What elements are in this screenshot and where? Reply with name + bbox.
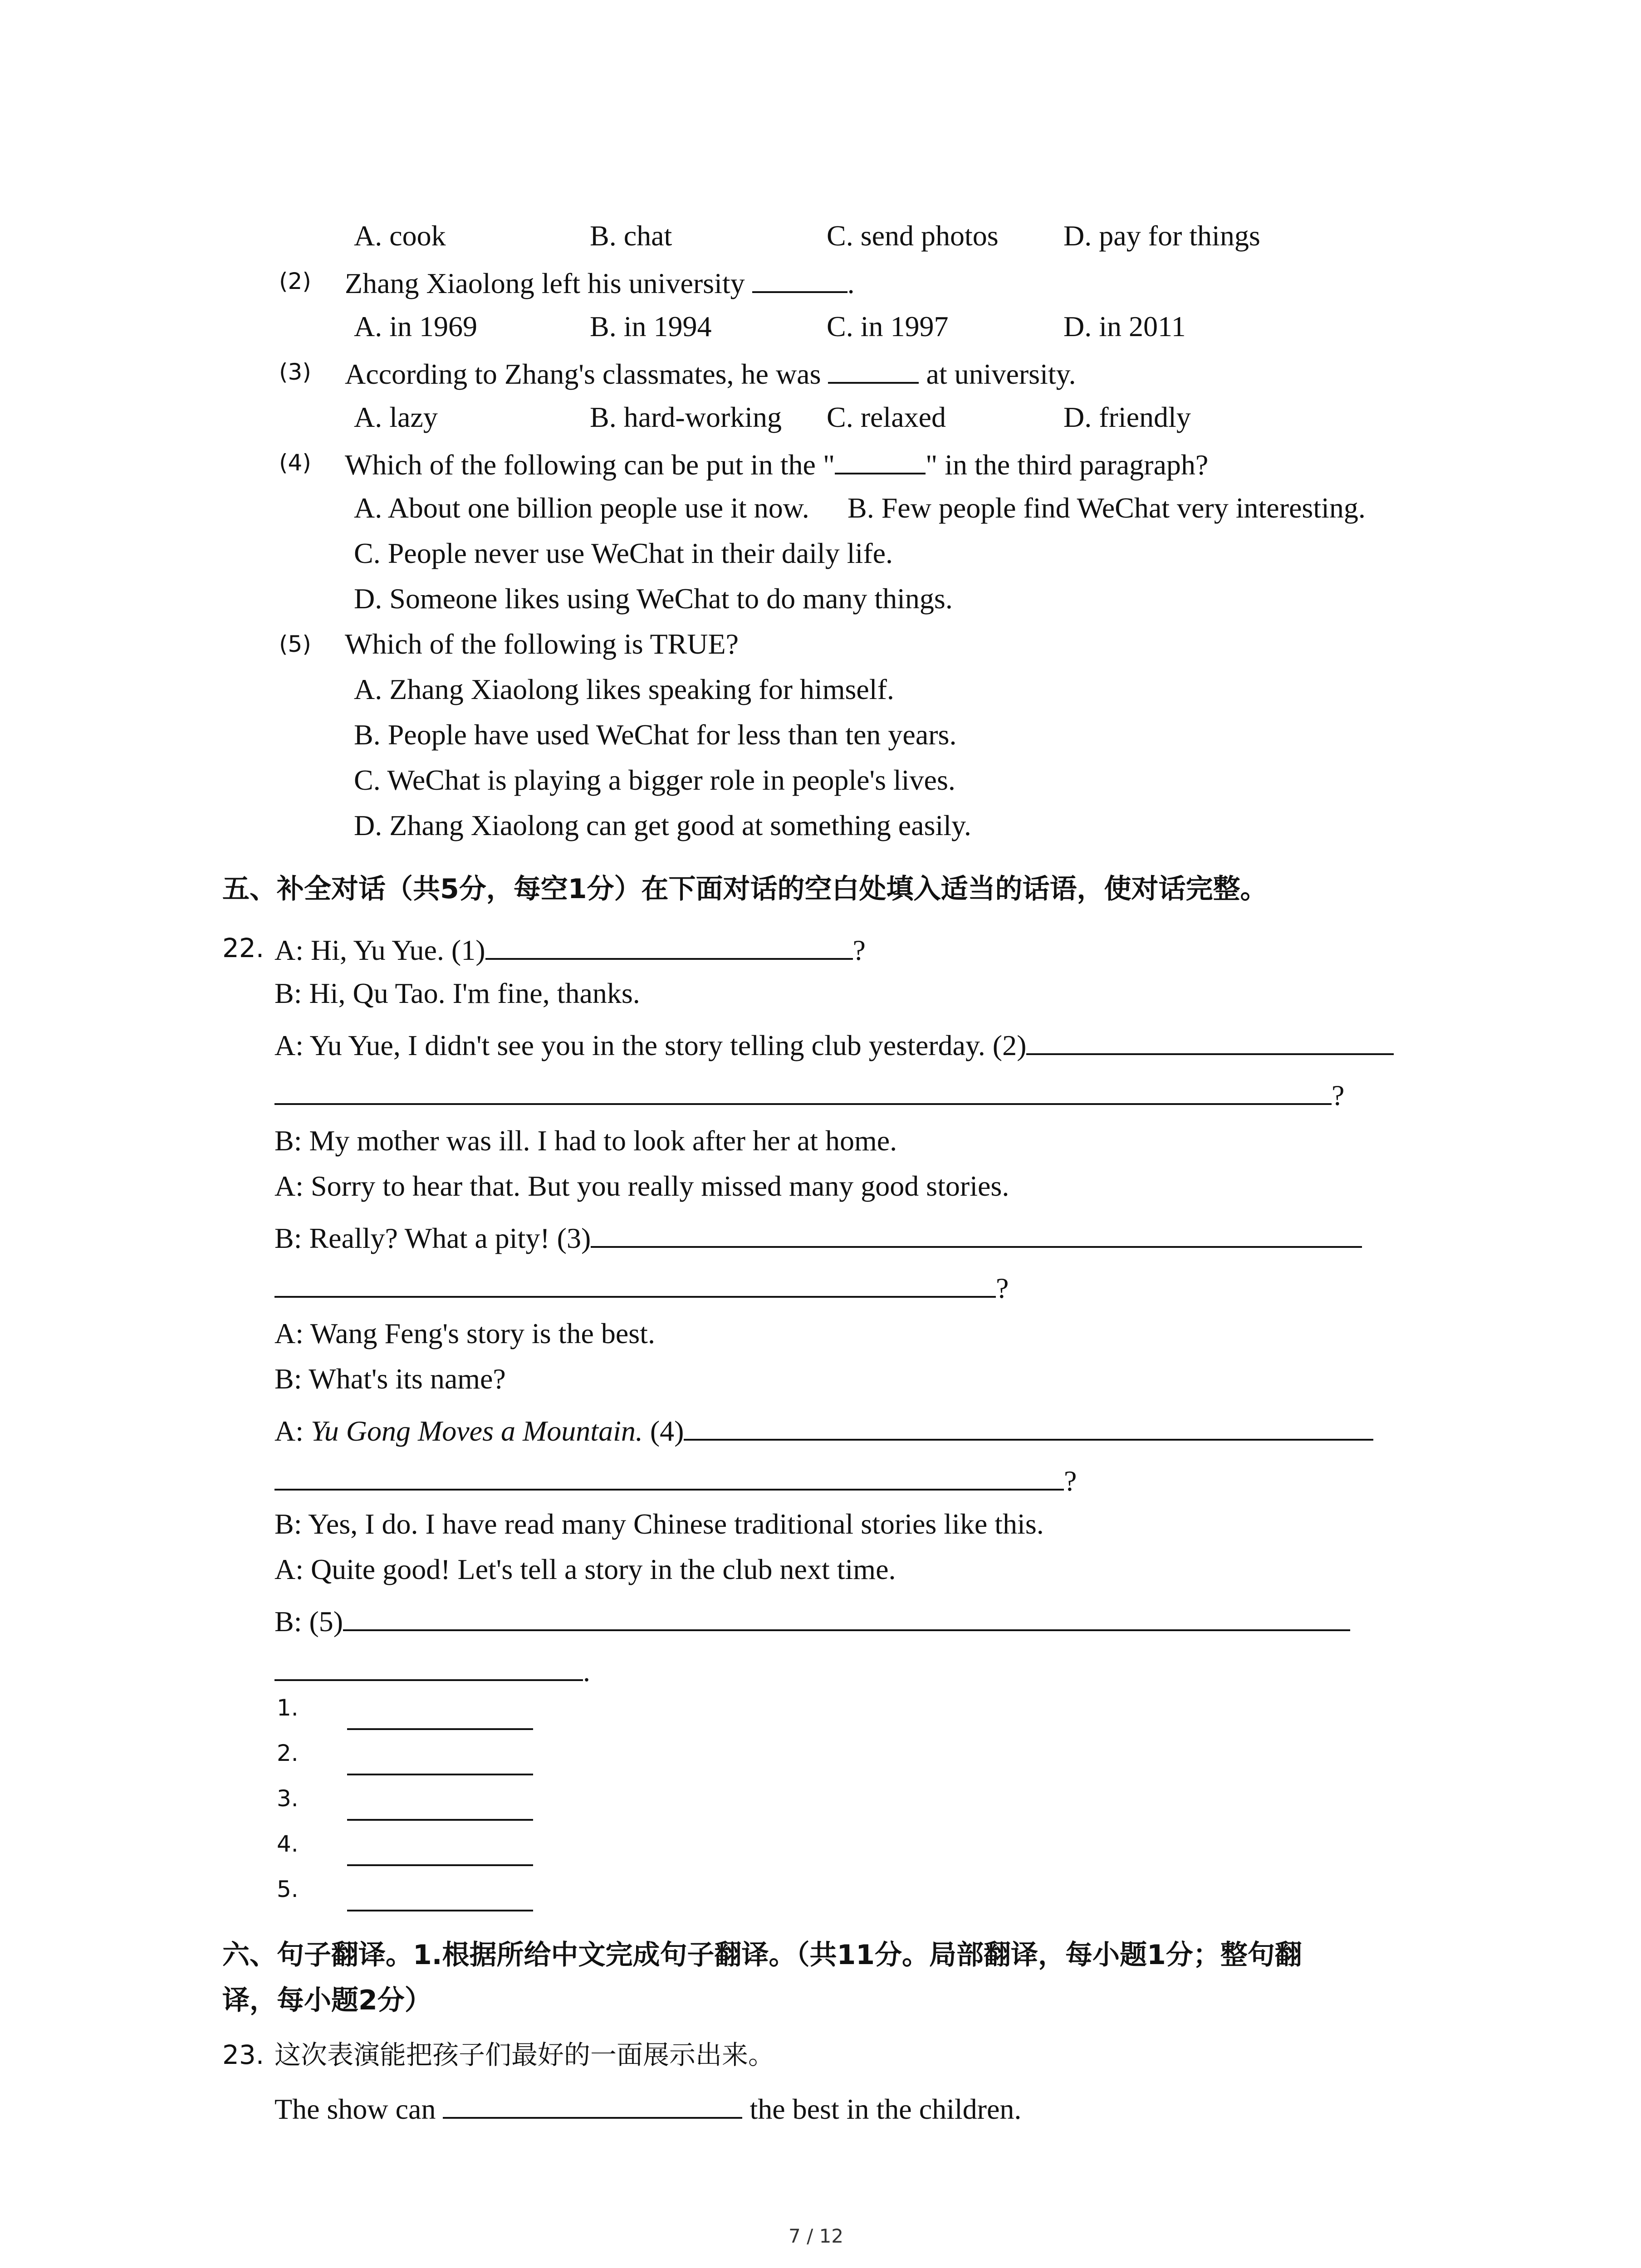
section-6-heading-cont: 译，每小题2分） — [222, 1984, 432, 2016]
q1-option-b: B. chat — [590, 220, 672, 252]
q3-option-b: B. hard-working — [590, 401, 782, 433]
q2-option-d: D. in 2011 — [1063, 310, 1186, 342]
q3-option-c: C. relaxed — [827, 401, 946, 433]
answer-label-4: 4. — [277, 1831, 299, 1857]
question-number: (4) — [279, 450, 311, 476]
q5-option-a: A. Zhang Xiaolong likes speaking for himself. — [354, 673, 894, 705]
dialogue-text: B: Really? What a pity! (3) — [274, 1222, 591, 1254]
answer-blank[interactable] — [752, 263, 847, 293]
question-number: 23. — [222, 2039, 265, 2070]
dialogue-text: A: — [274, 1415, 311, 1447]
q4-option-a: A. About one billion people use it now. — [354, 492, 809, 524]
dialogue-line-9-cont — [274, 1461, 1077, 1499]
sentence-end: the best in the children. — [749, 2093, 1022, 2125]
dialogue-line-3-cont — [274, 1075, 1344, 1114]
q3-option-d: D. friendly — [1063, 401, 1191, 433]
dialogue-text: A: Yu Yue, I didn't see you in the story telling club yesterday. (2) — [274, 1029, 1027, 1061]
page-number: 7 / 12 — [789, 2225, 844, 2247]
q5-option-c: C. WeChat is playing a bigger role in people's lives. — [354, 764, 955, 796]
answer-label-1: 1. — [277, 1695, 299, 1721]
answer-blank[interactable] — [274, 1651, 583, 1681]
q4-option-b: B. Few people find WeChat very interesting. — [847, 492, 1366, 524]
q1-option-a: A. cook — [354, 220, 446, 252]
dialogue-line-9 — [274, 1411, 1373, 1449]
dialogue-line-6 — [274, 1218, 1362, 1256]
chinese-prompt: 这次表演能把孩子们最好的一面展示出来。 — [274, 2039, 775, 2070]
q2-option-c: C. in 1997 — [827, 310, 949, 342]
q5-option-d: D. Zhang Xiaolong can get good at something easily. — [354, 809, 971, 841]
dialogue-line-10: B: Yes, I do. I have read many Chinese traditional stories like this. — [274, 1508, 1044, 1540]
question-5-text: Which of the following is TRUE? — [345, 628, 739, 660]
dialogue-line-12 — [274, 1601, 1350, 1640]
dialogue-punct: ? — [1064, 1465, 1077, 1497]
story-title: Yu Gong Moves a Mountain. — [311, 1415, 643, 1447]
answer-line-4[interactable] — [347, 1864, 533, 1866]
answer-label-3: 3. — [277, 1785, 299, 1812]
dialogue-line-6-cont — [274, 1268, 1009, 1306]
answer-blank[interactable] — [684, 1411, 1373, 1441]
answer-label-2: 2. — [277, 1740, 299, 1766]
q2-option-a: A. in 1969 — [354, 310, 477, 342]
question-2-text — [345, 263, 855, 302]
question-4-stem-end: " in the third paragraph? — [926, 449, 1209, 481]
dialogue-line-12-cont — [274, 1651, 590, 1690]
answer-line-1[interactable] — [347, 1728, 533, 1730]
dialogue-line-3 — [274, 1025, 1394, 1064]
dialogue-line-7: A: Wang Feng's story is the best. — [274, 1317, 655, 1349]
answer-line-3[interactable] — [347, 1819, 533, 1821]
section-5-heading: 五、补全对话（共5分，每空1分）在下面对话的空白处填入适当的话语，使对话完整。 — [222, 873, 1268, 905]
q3-option-a: A. lazy — [354, 401, 438, 433]
answer-line-5[interactable] — [347, 1910, 533, 1911]
answer-blank[interactable] — [485, 930, 853, 960]
dialogue-punct: ? — [1332, 1079, 1345, 1111]
dialogue-line-11: A: Quite good! Let's tell a story in the club next time. — [274, 1553, 896, 1585]
question-number: (3) — [279, 359, 311, 385]
dialogue-punct: . — [583, 1655, 590, 1687]
dialogue-line-2: B: Hi, Qu Tao. I'm fine, thanks. — [274, 977, 640, 1009]
answer-label-5: 5. — [277, 1876, 299, 1902]
answer-blank[interactable] — [343, 1601, 1350, 1631]
question-number: (2) — [279, 268, 311, 294]
dialogue-text: B: (5) — [274, 1605, 343, 1637]
answer-blank[interactable] — [274, 1075, 1332, 1105]
q4-option-d: D. Someone likes using WeChat to do many things. — [354, 582, 953, 615]
q1-option-d: D. pay for things — [1063, 220, 1260, 252]
q1-option-c: C. send photos — [827, 220, 999, 252]
answer-blank[interactable] — [274, 1268, 996, 1298]
section-6-heading: 六、句子翻译。1.根据所给中文完成句子翻译。（共11分。局部翻译，每小题1分；整句翻 — [222, 1939, 1302, 1971]
answer-blank[interactable] — [1026, 1025, 1394, 1055]
dialogue-text: A: Hi, Yu Yue. (1) — [274, 934, 485, 966]
answer-blank[interactable] — [443, 2089, 742, 2119]
q2-option-b: B. in 1994 — [590, 310, 712, 342]
dialogue-line-8: B: What's its name? — [274, 1363, 506, 1395]
question-3-stem: According to Zhang's classmates, he was — [345, 358, 821, 390]
answer-blank[interactable] — [828, 354, 919, 384]
dialogue-text: (4) — [642, 1415, 684, 1447]
dialogue-line-4: B: My mother was ill. I had to look after her at home. — [274, 1124, 897, 1157]
question-number: 22. — [222, 933, 265, 963]
translation-sentence — [274, 2089, 1021, 2127]
answer-line-2[interactable] — [347, 1774, 533, 1775]
dialogue-line-5: A: Sorry to hear that. But you really missed many good stories. — [274, 1170, 1009, 1202]
q5-option-b: B. People have used WeChat for less than ten years. — [354, 719, 957, 751]
question-number: (5) — [279, 631, 311, 657]
question-3-text — [345, 354, 1076, 392]
answer-blank[interactable] — [591, 1218, 1362, 1248]
sentence-start: The show can — [274, 2093, 436, 2125]
answer-blank[interactable] — [274, 1461, 1064, 1491]
dialogue-line-1 — [274, 930, 866, 968]
q4-option-c: C. People never use WeChat in their daily life. — [354, 537, 893, 569]
question-2-stem: Zhang Xiaolong left his university — [345, 267, 745, 299]
dialogue-punct: ? — [852, 934, 866, 966]
question-4-text — [345, 445, 1208, 483]
dialogue-punct: ? — [996, 1272, 1009, 1304]
answer-blank[interactable] — [835, 445, 926, 474]
question-4-stem: Which of the following can be put in the " — [345, 449, 835, 481]
question-3-stem-end: at university. — [926, 358, 1076, 390]
question-2-stem-end: . — [847, 267, 855, 299]
